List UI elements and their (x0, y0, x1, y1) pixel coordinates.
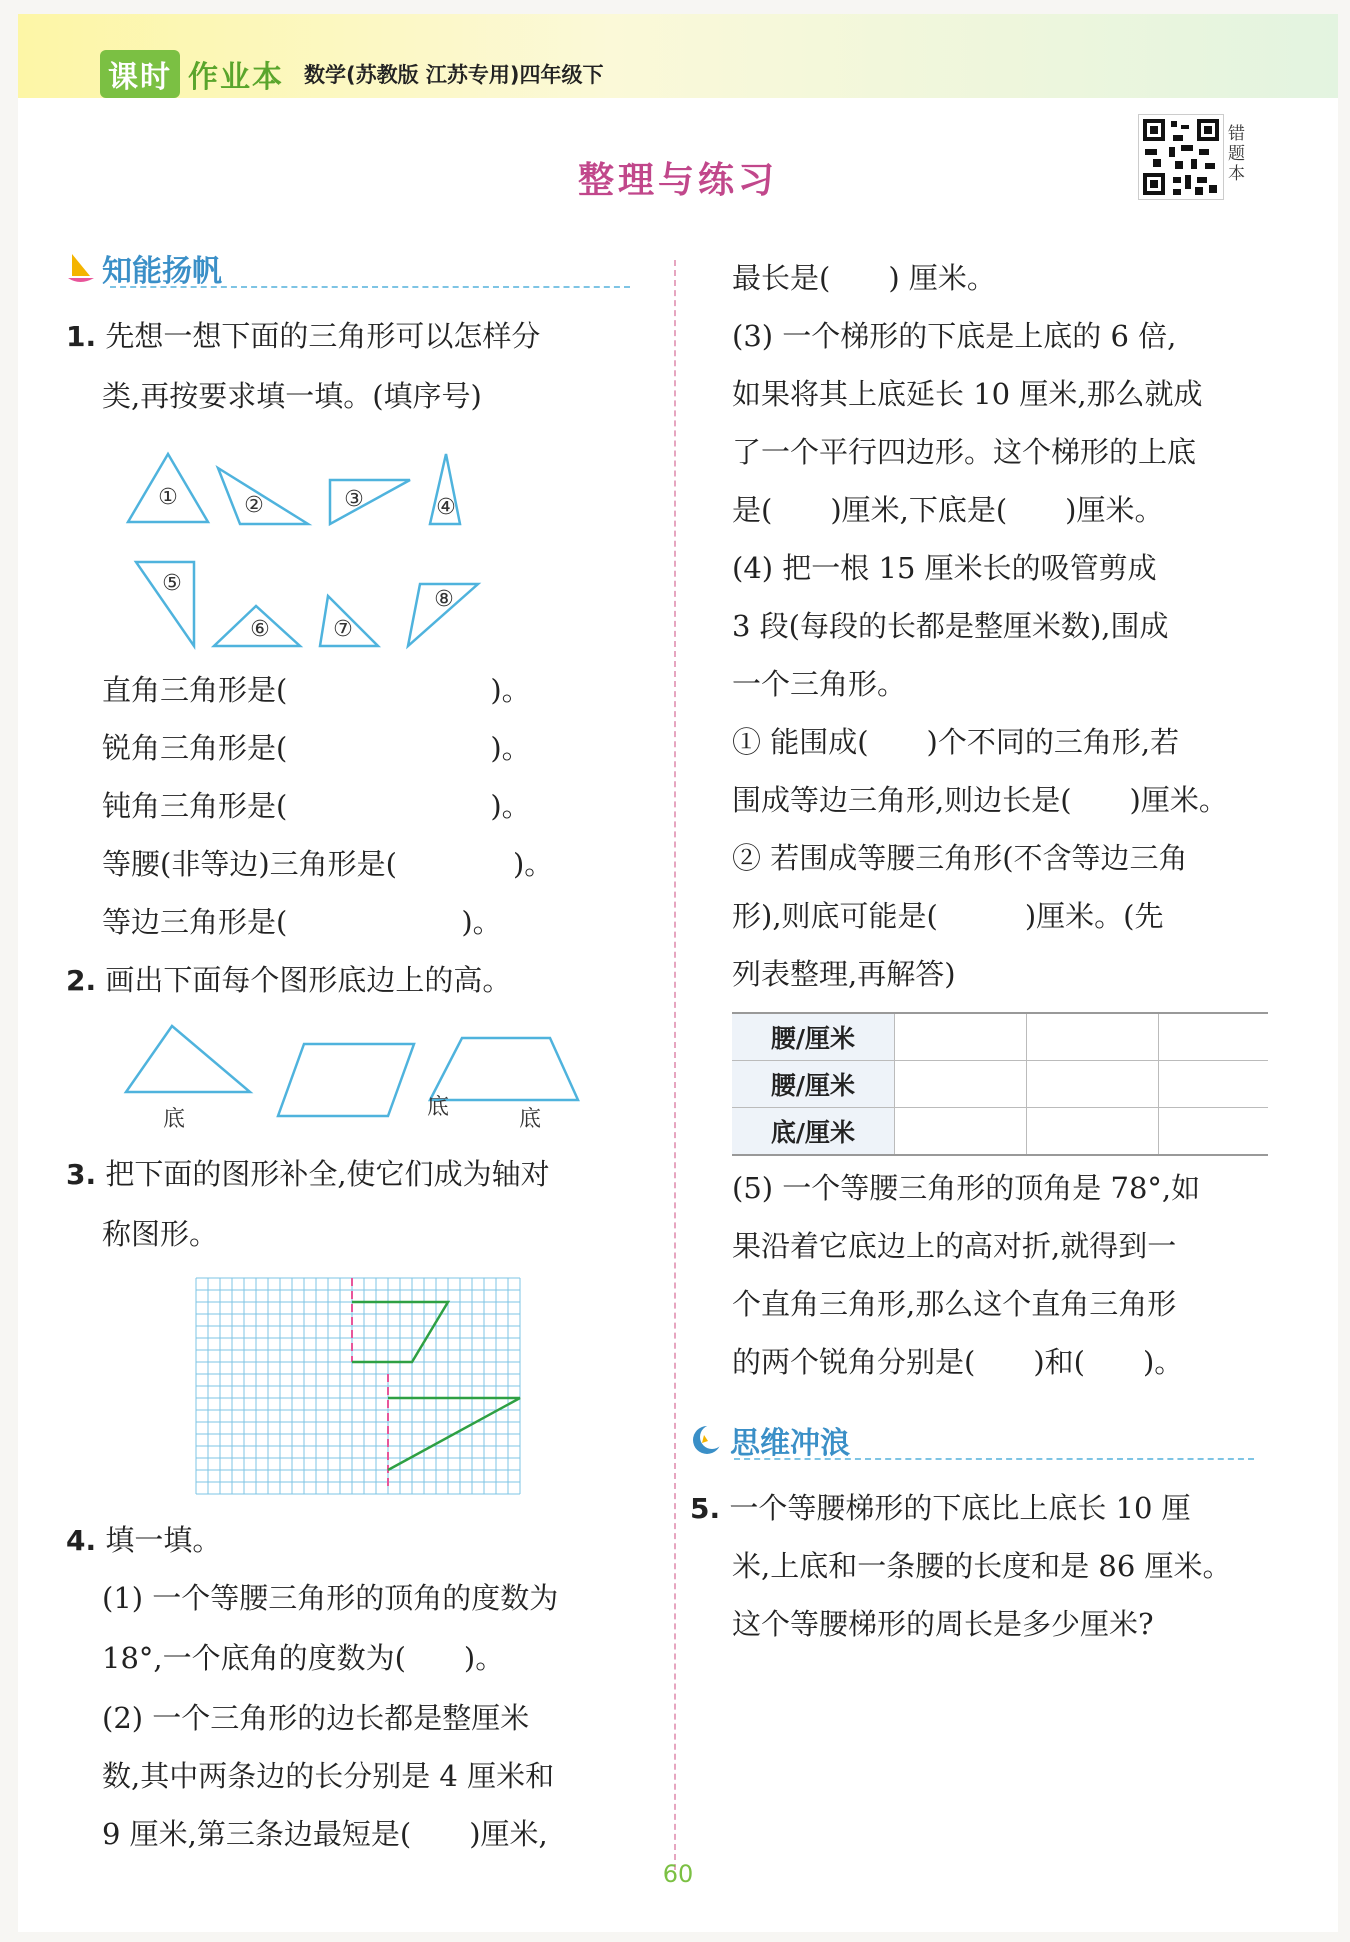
table-row (732, 1013, 1268, 1061)
q4-right-line8: 一个三角形。 (732, 667, 907, 701)
q2-trapezoid (430, 1038, 578, 1100)
q4-right-line3: 如果将其上底延长 10 厘米,那么就成 (732, 377, 1203, 411)
table-cell[interactable] (895, 1013, 1027, 1061)
table-cell[interactable] (895, 1108, 1027, 1156)
q2-base-label-3: 底 (518, 1107, 542, 1132)
q5-number: 5. (690, 1492, 721, 1525)
q1-line1: 先想一想下面的三角形可以怎样分 (105, 319, 541, 353)
column-divider (674, 260, 676, 1870)
triangle-5-label: ⑤ (162, 571, 182, 596)
section-title-2: 思维冲浪 (730, 1426, 850, 1461)
brand-logo: 课时 (100, 50, 180, 98)
table-row (732, 1061, 1268, 1108)
q3-text-line1 (66, 1154, 550, 1195)
q4-left-line1: (1) 一个等腰三角形的顶角的度数为 (102, 1581, 559, 1615)
section-title-1: 知能扬帆 (102, 254, 222, 289)
q4-right-line1[interactable]: 最长是( ) 厘米。 (732, 261, 996, 295)
page-number: 60 (662, 1860, 694, 1888)
q2-base-label-2: 底 (426, 1095, 450, 1120)
q1-blank-acute[interactable]: 锐角三角形是( )。 (102, 731, 531, 765)
table-cell[interactable] (1158, 1108, 1268, 1156)
q4-right-line4: 了一个平行四边形。这个梯形的上底 (732, 435, 1197, 469)
brand (100, 50, 604, 98)
q5-line1: 一个等腰梯形的下底比上底长 10 厘 (729, 1491, 1191, 1525)
moon-icon (690, 1423, 724, 1457)
q4-answer-table (732, 1012, 1268, 1156)
q4-left-line4: 数,其中两条边的长分别是 4 厘米和 (102, 1759, 555, 1793)
section-underline-2 (734, 1458, 1254, 1460)
q4-left-line2[interactable]: 18°,一个底角的度数为( )。 (102, 1641, 505, 1675)
q3-number: 3. (66, 1158, 97, 1191)
q2-base-label-1: 底 (162, 1107, 186, 1132)
section-header-2 (690, 1418, 850, 1462)
q4-line: 填一填。 (105, 1523, 222, 1557)
q2-parallelogram (278, 1044, 414, 1116)
table-cell[interactable] (1026, 1108, 1158, 1156)
q4-text (66, 1520, 221, 1561)
q2-text (66, 960, 511, 1001)
q4-right2-line4[interactable]: 的两个锐角分别是( )和( )。 (732, 1345, 1184, 1379)
triangle-6-label: ⑥ (250, 617, 270, 642)
q1-blank-right[interactable]: 直角三角形是( )。 (102, 673, 531, 707)
table-row-header-3: 底/厘米 (732, 1108, 895, 1156)
triangle-3-label: ③ (344, 487, 364, 512)
q2-shapes-figure (118, 1018, 638, 1138)
subject-label: 数学(苏教版 江苏专用)四年级下 (304, 63, 604, 87)
qr-label: 错题本 (1228, 124, 1245, 184)
table-cell[interactable] (1026, 1061, 1158, 1108)
q1-text-line2: 类,再按要求填一填。(填序号) (102, 379, 482, 413)
q3-grid-figure[interactable] (194, 1276, 530, 1496)
q2-triangle (126, 1026, 250, 1092)
q1-text-line1 (66, 316, 540, 357)
q5-text-line3: 这个等腰梯形的周长是多少厘米? (732, 1607, 1154, 1641)
triangle-4-label: ④ (436, 495, 456, 520)
q1-number: 1. (66, 320, 97, 353)
workbook-page (18, 14, 1338, 1932)
qr-code[interactable] (1138, 114, 1224, 200)
q4-right2-line1: (5) 一个等腰三角形的顶角是 78°,如 (732, 1171, 1201, 1205)
table-cell[interactable] (1158, 1013, 1268, 1061)
q4-left-line3: (2) 一个三角形的边长都是整厘米 (102, 1701, 530, 1735)
q3-text-line2: 称图形。 (102, 1217, 219, 1251)
q4-left-line5[interactable]: 9 厘米,第三条边最短是( )厘米, (102, 1817, 548, 1851)
table-cell[interactable] (1026, 1013, 1158, 1061)
table-cell[interactable] (895, 1061, 1027, 1108)
q4-right-line6: (4) 把一根 15 厘米长的吸管剪成 (732, 551, 1157, 585)
section-underline-1 (110, 286, 630, 288)
table-row (732, 1108, 1268, 1156)
table-cell[interactable] (1158, 1061, 1268, 1108)
q5-text-line2: 米,上底和一条腰的长度和是 86 厘米。 (732, 1549, 1232, 1583)
q4-right-line5[interactable]: 是( )厘米,下底是( )厘米。 (732, 493, 1164, 527)
q4-number: 4. (66, 1524, 97, 1557)
q4-right-line9[interactable]: ① 能围成( )个不同的三角形,若 (732, 725, 1180, 759)
table-row-header-2: 腰/厘米 (732, 1061, 895, 1108)
q1-blank-equilateral[interactable]: 等边三角形是( )。 (102, 905, 502, 939)
q4-right-line11: ② 若围成等腰三角形(不含等边三角 (732, 841, 1188, 875)
sail-icon (66, 250, 96, 286)
triangle-2-label: ② (244, 493, 264, 518)
q4-right2-line3: 个直角三角形,那么这个直角三角形 (732, 1287, 1177, 1321)
brand-name: 作业本 (188, 60, 284, 95)
q2-line: 画出下面每个图形底边上的高。 (105, 963, 512, 997)
q4-right-line7: 3 段(每段的长都是整厘米数),围成 (732, 609, 1169, 643)
q1-blank-isosceles[interactable]: 等腰(非等边)三角形是( )。 (102, 847, 554, 881)
triangle-8-label: ⑧ (434, 587, 454, 612)
q4-right-line10[interactable]: 围成等边三角形,则边长是( )厘米。 (732, 783, 1228, 817)
q4-right-line2: (3) 一个梯形的下底是上底的 6 倍, (732, 319, 1177, 353)
page-title: 整理与练习 (577, 160, 778, 201)
q4-right2-line2: 果沿着它底边上的高对折,就得到一 (732, 1229, 1177, 1263)
triangle-3 (330, 480, 410, 524)
q5-text-line1 (690, 1488, 1191, 1529)
q4-right-line13: 列表整理,再解答) (732, 957, 956, 991)
q3-line1: 把下面的图形补全,使它们成为轴对 (105, 1157, 550, 1191)
q1-triangles-figure (108, 434, 628, 664)
q2-number: 2. (66, 964, 97, 997)
table-row-header-1: 腰/厘米 (732, 1013, 895, 1061)
triangle-1-label: ① (158, 485, 178, 510)
triangle-7-label: ⑦ (333, 617, 353, 642)
q1-blank-obtuse[interactable]: 钝角三角形是( )。 (102, 789, 531, 823)
q4-right-line12[interactable]: 形),则底可能是( )厘米。(先 (732, 899, 1164, 933)
section-header-1 (66, 246, 222, 290)
